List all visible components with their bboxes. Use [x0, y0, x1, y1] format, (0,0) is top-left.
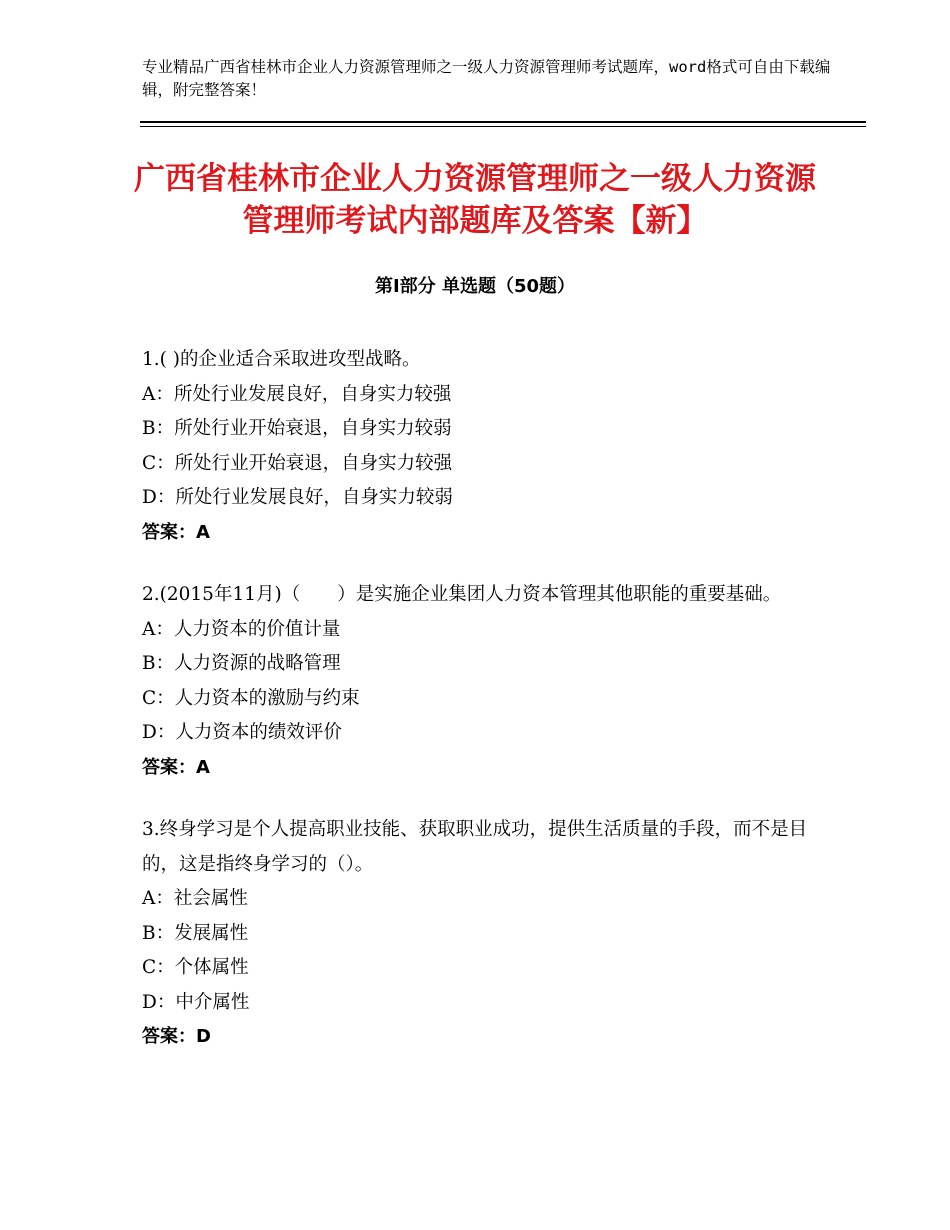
question-1	[142, 343, 812, 550]
answer-label: 答案：A	[142, 756, 210, 778]
header-rule-thick	[140, 121, 866, 123]
option-a: A：人力资本的价值计量	[142, 618, 341, 640]
question-list	[142, 343, 812, 1083]
option-c: C：所处行业开始衰退，自身实力较强	[142, 452, 453, 474]
question-2	[142, 578, 812, 785]
option-d: D：所处行业发展良好，自身实力较弱	[142, 487, 453, 508]
option-b: B：所处行业开始衰退，自身实力较弱	[142, 418, 452, 439]
answer-label: 答案：A	[142, 521, 210, 543]
section-title: 第Ⅰ部分 单选题（50题）	[374, 276, 575, 297]
option-c: C：人力资本的激励与约束	[142, 687, 360, 709]
document-title: 广西省桂林市企业人力资源管理师之一级人力资源管理师考试内部题库及答案【新】	[134, 161, 816, 239]
answer-label: 答案：D	[142, 1026, 211, 1047]
question-stem: 2.(2015年11月)（ ）是实施企业集团人力资本管理其他职能的重要基础。	[142, 584, 782, 605]
option-b: B：人力资源的战略管理	[142, 653, 341, 674]
option-b: B：发展属性	[142, 922, 249, 944]
header-note: 专业精品广西省桂林市企业人力资源管理师之一级人力资源管理师考试题库，word格式可自由下载编辑，附完整答案！	[142, 58, 831, 99]
question-stem: 1.( )的企业适合采取进攻型战略。	[142, 349, 421, 370]
option-c: C：个体属性	[142, 957, 249, 978]
header-rule-thin	[140, 126, 866, 127]
option-d: D：人力资本的绩效评价	[142, 722, 342, 743]
option-a: A：社会属性	[142, 888, 248, 909]
question-3	[142, 813, 812, 1055]
option-a: A：所处行业发展良好，自身实力较强	[142, 383, 452, 405]
option-d: D：中介属性	[142, 991, 250, 1013]
question-stem: 3.终身学习是个人提高职业技能、获取职业成功，提供生活质量的手段，而不是目的，这是指终身学习的（）。	[142, 819, 808, 875]
